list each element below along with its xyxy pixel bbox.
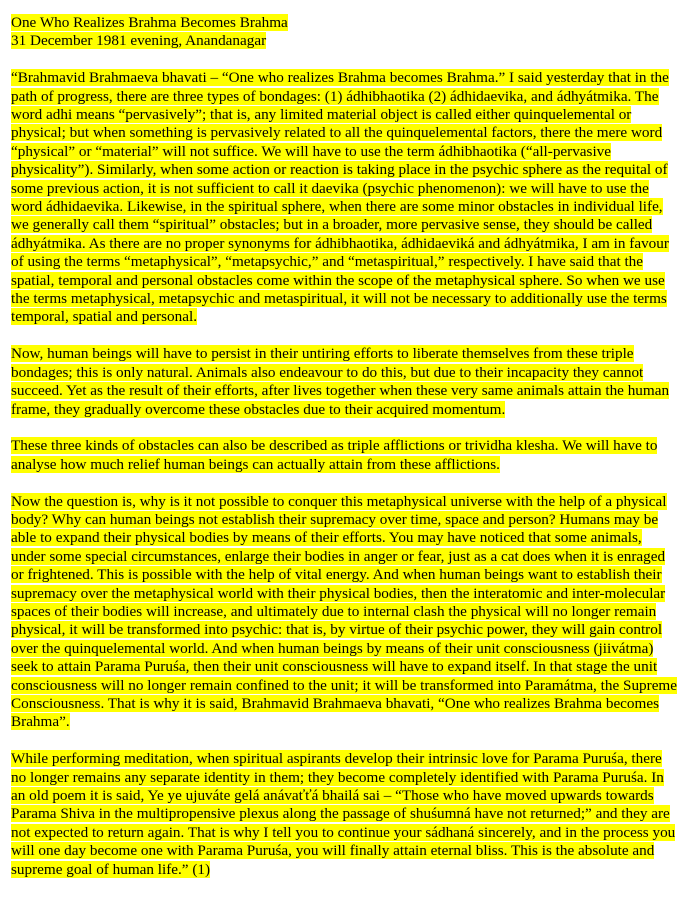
paragraph-3 xyxy=(11,437,677,474)
header-block xyxy=(11,14,677,51)
paragraph-text: Now the question is, why is it not possible to conquer this metaphysical universe with the help of a physical body? Why can human beings not establish their supremacy over time, space and person? Humans may be able to expand their physical bodies by means of their efforts. You may have noticed that some animals, under some special circumstances, enlarge their bodies in anger or fear, just as a cat does when it is enraged or frightened. This is possible with the help of vital energy. And when human beings want to establish their supremacy over the metaphysical world with their physical bodies, then the interatomic and inter-molecular spaces of their bodies will increase, and ultimately due to internal clash the physical will no longer remain physical, it will be transformed into psychic: that is, by virtue of their psychic power, they will gain control over the quinquelemental world. And when human beings by means of their unit consciousness (jiivátma) seek to attain Parama Puruśa, then their unit consciousness will have to expand itself. In that stage the unit consciousness will no longer remain confined to the unit; it will be transformed into Paramátma, the Supreme Consciousness. That is why it is said, Brahmavid Brahmaeva bhavati, “One who realizes Brahma becomes Brahma”. xyxy=(11,492,677,731)
paragraph-text: “Brahmavid Brahmaeva bhavati – “One who realizes Brahma becomes Brahma.” I said yesterday that in the path of progress, there are three types of bondages: (1) ádhibhaotika (2) ádhidaevika, and ádhyátmika. The word adhi means “pervasively”; that is, any limited material object is called either quinquelemental or physical; but when something is pervasively related to all the quinquelemental factors, there the mere word “physical” or “material” will not suffice. We will have to use the term ádhibhaotika (“all-pervasive physicality”). Similarly, when some action or reaction is taking place in the psychic sphere as the requital of some previous action, it is not sufficient to call it daevika (psychic phenomenon): we will have to use the word ádhidaevika. Likewise, in the spiritual sphere, when there are some minor obstacles in individual life, we generally call them “spiritual” obstacles; but in a broader, more pervasive sense, they should be called ádhyátmika. As there are no proper synonyms for ádhibhaotika, ádhidaeviká and ádhyátmika, I am in favour of using the terms “metaphysical”, “metapsychic,” and “metaspiritual,” respectively. I have said that the spatial, temporal and personal obstacles come within the scope of the metaphysical sphere. So when we use the terms metaphysical, metapsychic and metaspiritual, it will not be necessary to additionally use the terms temporal, spatial and personal. xyxy=(11,69,669,326)
paragraph-4 xyxy=(11,493,677,732)
paragraph-2 xyxy=(11,345,677,419)
document xyxy=(11,14,677,897)
paragraph-text: While performing meditation, when spiritual aspirants develop their intrinsic love for Parama Puruśa, there no longer remains any separate identity in them; they become completely identified with Parama Puruśa. In an old poem it is said, Ye ye ujuváte gelá anávaťťá bhailá sai – “Those who have moved upwards towards Parama Shiva in the multipropensive plexus along the passage of shuśumná have not returned;” and they are not expected to return again. That is why I tell you to continue your sádhaná sincerely, and in the process you will one day become one with Parama Puruśa, you will finally attain eternal bliss. This is the absolute and supreme goal of human life.” (1) xyxy=(11,750,676,878)
document-title: One Who Realizes Brahma Becomes Brahma xyxy=(11,14,288,31)
paragraph-5 xyxy=(11,750,677,879)
paragraph-text: Now, human beings will have to persist in their untiring efforts to liberate themselves from these triple bondages; this is only natural. Animals also endeavour to do this, but due to their incapacity they cannot succeed. Yet as the result of their efforts, after lives together when these very same animals attain the human frame, they gradually overcome these obstacles due to their acquired momentum. xyxy=(11,345,670,418)
paragraph-text: These three kinds of obstacles can also be described as triple afflictions or trividha klesha. We will have to analyse how much relief human beings can actually attain from these afflictions. xyxy=(11,437,658,473)
document-date: 31 December 1981 evening, Anandanagar xyxy=(11,32,267,50)
paragraph-1 xyxy=(11,69,677,327)
